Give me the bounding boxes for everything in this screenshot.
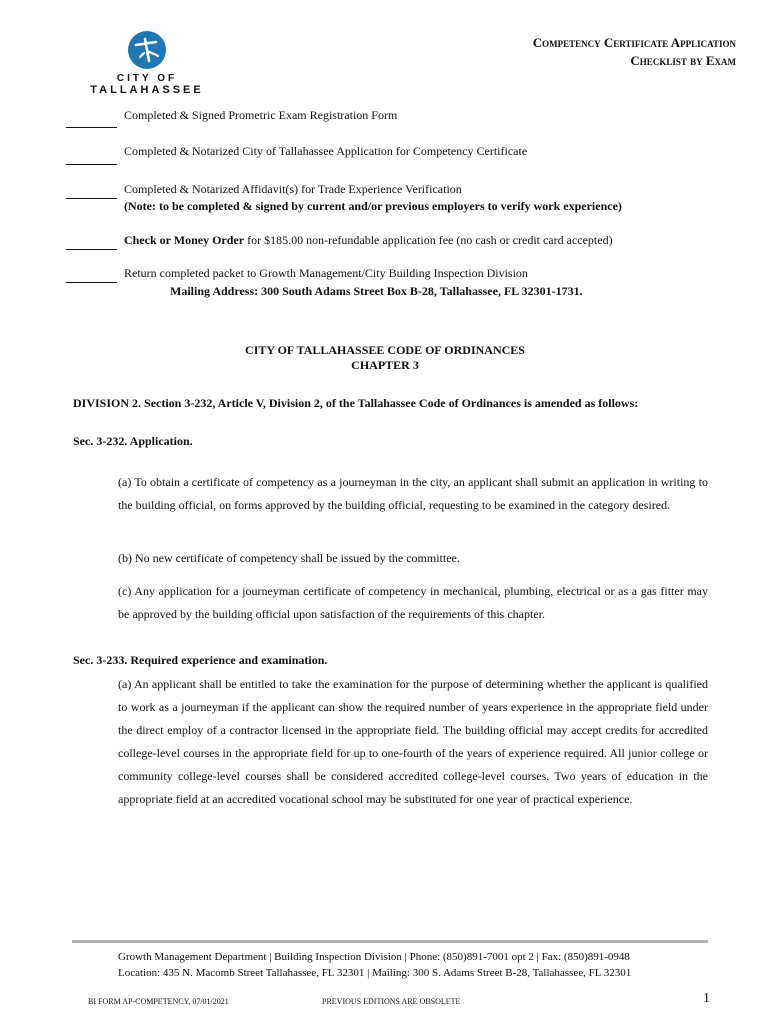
checklist-blank-5[interactable] [66, 282, 117, 283]
checklist-item-3-note: (Note: to be completed & signed by current and/or previous employers to verify work experience) [124, 199, 622, 213]
page-number: 1 [703, 991, 710, 1006]
ordinances-title: CITY OF TALLAHASSEE CODE OF ORDINANCES [245, 343, 525, 357]
title-line-1: Competency Certificate Application [532, 35, 736, 50]
checklist-blank-2[interactable] [66, 164, 117, 165]
city-logo [86, 30, 208, 98]
document-title [533, 34, 736, 70]
footer-contact [118, 949, 631, 981]
section-3-233-a: (a) An applicant shall be entitled to take the examination for the purpose of determining whether the applicant is qualified to work as a journeyman if the applicant can show the required number of years experience in the appropriate field under the direct employ of a contractor licensed in the appropriate field. The building official may accept credits for accredited college-level courses in the appropriate field for up to one-fourth of the years of experience required. All junior college or community college-level courses shall be considered accredited college-level courses. Two years of education in the appropriate field at an accredited vocational school may be substituted for one year of practical experience. [118, 677, 708, 806]
section-3-232-c: (c) Any application for a journeyman certificate of competency in mechanical, plumbing, electrical or as a gas fitter may be approved by the building official upon satisfaction of the requirements of this chapter. [118, 584, 708, 621]
checklist-item-3 [124, 181, 622, 215]
checklist-item-3-text: Completed & Notarized Affidavit(s) for Trade Experience Verification [124, 182, 462, 196]
mailing-address: Mailing Address: 300 South Adams Street Box B-28, Tallahassee, FL 32301-1731. [170, 284, 583, 298]
logo-text-tallahassee: TALLAHASSEE [90, 84, 204, 96]
checklist-item-4 [124, 232, 613, 249]
division-statement: DIVISION 2. Section 3-232, Article V, Division 2, of the Tallahassee Code of Ordinances is amended as follows: [73, 396, 639, 410]
footer-divider [72, 940, 708, 943]
section-3-232-a: (a) To obtain a certificate of competency as a journeyman in the city, an applicant shall submit an application in writing to the building official, on forms approved by the building official, requesting to be examined in the category desired. [118, 475, 708, 512]
city-seal-icon [127, 30, 167, 70]
footer-contact-line-2: Location: 435 N. Macomb Street Tallahassee, FL 32301 | Mailing: 300 S. Adams Street B-28, Tallahassee, FL 32301 [118, 967, 632, 979]
checklist-item-2: Completed & Notarized City of Tallahassee Application for Competency Certificate [124, 144, 528, 158]
checklist-item-5: Return completed packet to Growth Management/City Building Inspection Division [124, 266, 528, 280]
section-3-232-b: (b) No new certificate of competency shall be issued by the committee. [118, 551, 460, 565]
checklist-item-1: Completed & Signed Prometric Exam Registration Form [124, 108, 398, 122]
ordinances-chapter: CHAPTER 3 [351, 358, 419, 372]
checklist-item-4-bold: Check or Money Order [124, 233, 245, 247]
checklist-blank-3[interactable] [66, 198, 117, 199]
section-3-232-heading: Sec. 3-232. Application. [73, 434, 193, 448]
obsolete-notice: PREVIOUS EDITIONS ARE OBSOLETE [322, 997, 461, 1006]
title-line-2: Checklist by Exam [630, 53, 736, 68]
checklist-blank-1[interactable] [66, 127, 117, 128]
logo-text-city-of: CITY OF [116, 73, 178, 84]
footer-contact-line-1: Growth Management Department | Building Inspection Division | Phone: (850)891-7001 opt 2 | Fax: (850)891-0948 [118, 951, 630, 963]
checklist-item-4-text: for $185.00 non-refundable application fee (no cash or credit card accepted) [244, 233, 613, 247]
form-identifier: BI FORM AP-COMPETENCY, 07/01/2021 [88, 997, 229, 1006]
checklist-blank-4[interactable] [66, 249, 117, 250]
section-3-233-heading: Sec. 3-233. Required experience and examination. [73, 653, 328, 667]
